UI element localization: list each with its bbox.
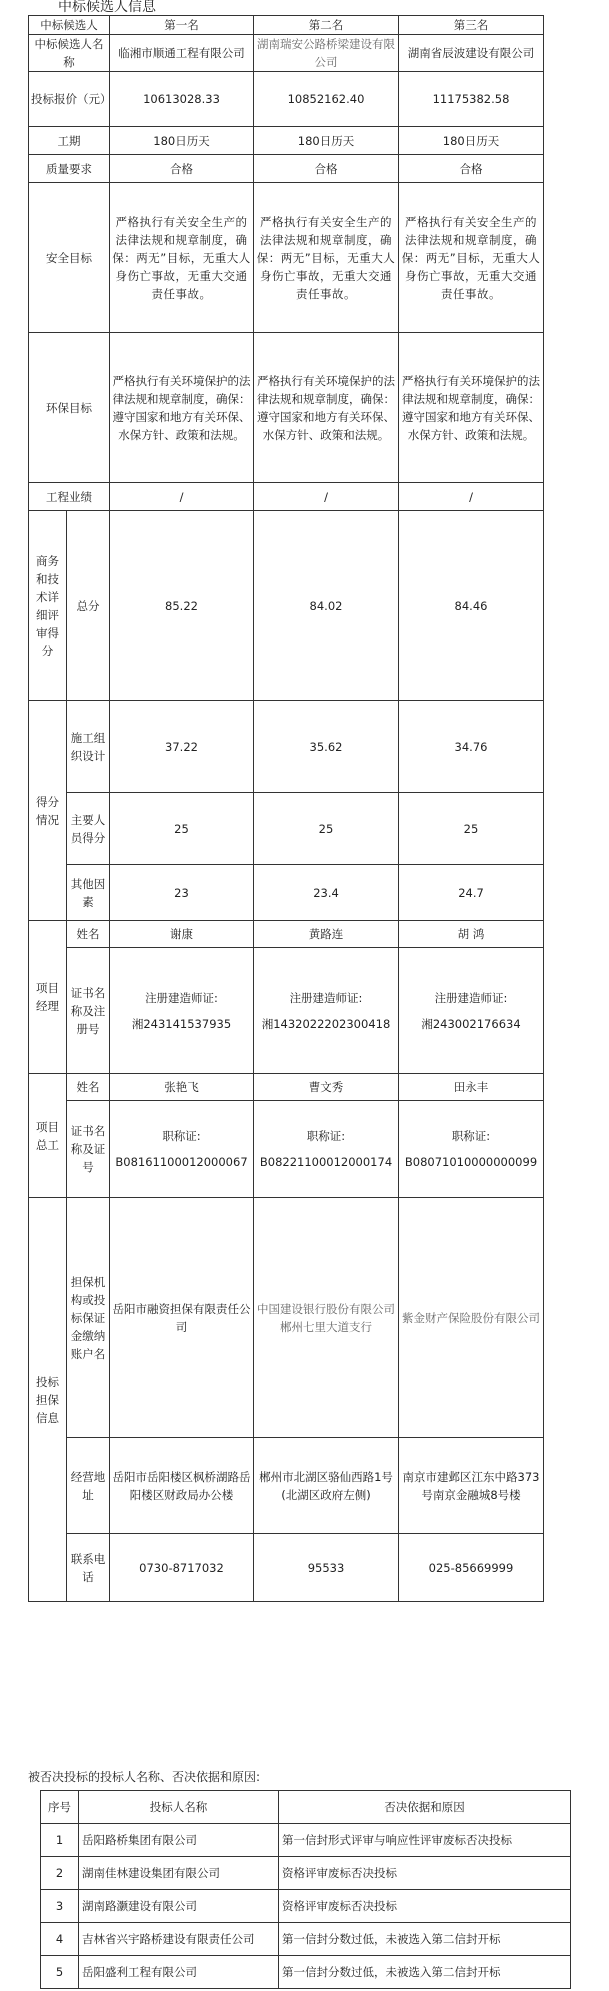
other-3: 24.7 xyxy=(399,865,544,921)
pm-cert-label: 证书名称及注册号 xyxy=(67,948,110,1074)
address-3: 南京市建邺区江东中路373号南京金融城8号楼 xyxy=(399,1438,544,1534)
rejected-title: 被否决投标的投标人名称、否决依据和原因: xyxy=(28,1770,261,1784)
address-2: 郴州市北湖区骆仙西路1号(北湖区政府左侧) xyxy=(254,1438,399,1534)
bid-price-3: 11175382.58 xyxy=(399,72,544,127)
rej-name: 岳阳路桥集团有限公司 xyxy=(79,1824,279,1857)
chief-cert-title: 职称证: xyxy=(306,1129,346,1143)
candidate-name-3: 湖南省辰波建设有限公司 xyxy=(399,35,544,72)
chief-name-label: 姓名 xyxy=(67,1074,110,1101)
total-1: 85.22 xyxy=(110,511,254,701)
duration-label: 工期 xyxy=(29,127,110,155)
phone-3: 025-85669999 xyxy=(399,1534,544,1602)
pm-label: 项目经理 xyxy=(29,921,67,1074)
rej-name: 湖南路灏建设有限公司 xyxy=(79,1890,279,1923)
key-staff-label: 主要人员得分 xyxy=(67,793,110,865)
performance-2: / xyxy=(254,483,399,511)
guarantee-org-3: 紫金财产保险股份有限公司 xyxy=(399,1198,544,1438)
performance-1: / xyxy=(110,483,254,511)
pm-cert-title: 注册建造师证: xyxy=(434,990,508,1005)
rej-header-reason: 否决依据和原因 xyxy=(279,1791,571,1824)
address-1: 岳阳市岳阳楼区枫桥湖路岳阳楼区财政局办公楼 xyxy=(110,1438,254,1534)
table-row xyxy=(41,1923,571,1956)
chief-cert-no: B08161100012000067 xyxy=(115,1155,248,1169)
pm-cert-title: 注册建造师证: xyxy=(289,990,363,1005)
rej-header-name: 投标人名称 xyxy=(79,1791,279,1824)
chief-name-3: 田永丰 xyxy=(399,1074,544,1101)
table-row xyxy=(41,1956,571,1989)
guarantee-org-2: 中国建设银行股份有限公司郴州七里大道支行 xyxy=(254,1198,399,1438)
key-staff-3: 25 xyxy=(399,793,544,865)
rej-reason: 第一信封分数过低，未被选入第二信封开标 xyxy=(279,1923,571,1956)
chief-cert-3 xyxy=(399,1101,544,1198)
rej-no: 3 xyxy=(41,1890,79,1923)
header-candidate-name: 中标候选人名称 xyxy=(29,35,110,72)
phone-2: 95533 xyxy=(254,1534,399,1602)
rej-header-no: 序号 xyxy=(41,1791,79,1824)
table-row xyxy=(41,1824,571,1857)
safety-text-2: 严格执行有关安全生产的法律法规和规章制度，确保：两无”目标，无重大人身伤亡事故，无重大交通责任事故。 xyxy=(254,183,399,333)
guarantee-org-label: 担保机构或投标保证金缴纳账户名 xyxy=(67,1198,110,1438)
rej-name: 岳阳盛利工程有限公司 xyxy=(79,1956,279,1989)
env-label: 环保目标 xyxy=(29,333,110,483)
pm-cert-1 xyxy=(110,948,254,1074)
bid-price-label: 投标报价（元） xyxy=(29,72,110,127)
chief-cert-label: 证书名称及证号 xyxy=(67,1101,110,1198)
quality-3: 合格 xyxy=(399,155,544,183)
key-staff-1: 25 xyxy=(110,793,254,865)
duration-3: 180日历天 xyxy=(399,127,544,155)
rank-3: 第三名 xyxy=(399,16,544,35)
rej-reason: 资格评审废标否决投标 xyxy=(279,1890,571,1923)
safety-text-1: 严格执行有关安全生产的法律法规和规章制度，确保：两无”目标，无重大人身伤亡事故，无重大交通责任事故。 xyxy=(110,183,254,333)
rej-no: 4 xyxy=(41,1923,79,1956)
total-3: 84.46 xyxy=(399,511,544,701)
chief-cert-no: B08071010000000099 xyxy=(404,1155,538,1169)
rej-name: 吉林省兴宇路桥建设有限责任公司 xyxy=(79,1923,279,1956)
performance-label: 工程业绩 xyxy=(29,483,110,511)
org-design-3: 34.76 xyxy=(399,701,544,793)
duration-2: 180日历天 xyxy=(254,127,399,155)
rejected-table xyxy=(40,1790,571,1989)
pm-cert-3 xyxy=(399,948,544,1074)
pm-cert-no: 湘243141537935 xyxy=(131,1016,232,1031)
rank-1: 第一名 xyxy=(110,16,254,35)
chief-name-1: 张艳飞 xyxy=(110,1074,254,1101)
other-1: 23 xyxy=(110,865,254,921)
chief-cert-2 xyxy=(254,1101,399,1198)
candidate-name-1: 临湘市顺通工程有限公司 xyxy=(110,35,254,72)
chief-label: 项目总工 xyxy=(29,1074,67,1198)
pm-cert-no: 湘1432022202300418 xyxy=(261,1016,391,1031)
chief-cert-no: B08221100012000174 xyxy=(259,1155,393,1169)
header-candidate: 中标候选人 xyxy=(29,16,110,35)
env-text-3: 严格执行有关环境保护的法律法规和规章制度，确保：遵守国家和地方有关环保、水保方针、政策和法规。 xyxy=(399,333,544,483)
chief-cert-title: 职称证: xyxy=(451,1129,491,1143)
safety-label: 安全目标 xyxy=(29,183,110,333)
candidate-name-2: 湖南瑞安公路桥梁建设有限公司 xyxy=(254,35,399,72)
chief-name-2: 曹文秀 xyxy=(254,1074,399,1101)
rej-no: 1 xyxy=(41,1824,79,1857)
pm-name-3: 胡 鸿 xyxy=(399,921,544,948)
pm-cert-no: 湘243002176634 xyxy=(421,1016,521,1031)
pm-name-label: 姓名 xyxy=(67,921,110,948)
rej-name: 湖南佳林建设集团有限公司 xyxy=(79,1857,279,1890)
env-text-2: 严格执行有关环境保护的法律法规和规章制度，确保：遵守国家和地方有关环保、水保方针、政策和法规。 xyxy=(254,333,399,483)
duration-1: 180日历天 xyxy=(110,127,254,155)
org-design-2: 35.62 xyxy=(254,701,399,793)
total-label: 总分 xyxy=(67,511,110,701)
bid-price-1: 10613028.33 xyxy=(110,72,254,127)
total-2: 84.02 xyxy=(254,511,399,701)
guarantee-label: 投标担保信息 xyxy=(29,1198,67,1602)
rej-reason: 资格评审废标否决投标 xyxy=(279,1857,571,1890)
performance-3: / xyxy=(399,483,544,511)
bid-price-2: 10852162.40 xyxy=(254,72,399,127)
rej-no: 2 xyxy=(41,1857,79,1890)
table-row xyxy=(41,1890,571,1923)
rank-2: 第二名 xyxy=(254,16,399,35)
other-2: 23.4 xyxy=(254,865,399,921)
pm-cert-title: 注册建造师证: xyxy=(145,990,218,1005)
other-label: 其他因素 xyxy=(67,865,110,921)
pm-name-1: 谢康 xyxy=(110,921,254,948)
quality-2: 合格 xyxy=(254,155,399,183)
chief-cert-1 xyxy=(110,1101,254,1198)
phone-1: 0730-8717032 xyxy=(110,1534,254,1602)
safety-text-3: 严格执行有关安全生产的法律法规和规章制度，确保：两无”目标，无重大人身伤亡事故，无重大交通责任事故。 xyxy=(399,183,544,333)
address-label: 经营地址 xyxy=(67,1438,110,1534)
pm-cert-2 xyxy=(254,948,399,1074)
key-staff-2: 25 xyxy=(254,793,399,865)
score-detail-label: 得分情况 xyxy=(29,701,67,921)
rej-no: 5 xyxy=(41,1956,79,1989)
table-row xyxy=(41,1857,571,1890)
rej-reason: 第一信封形式评审与响应性评审废标否决投标 xyxy=(279,1824,571,1857)
guarantee-org-1: 岳阳市融资担保有限责任公司 xyxy=(110,1198,254,1438)
score-group-label: 商务和技术详细评审得分 xyxy=(29,511,67,701)
phone-label: 联系电话 xyxy=(67,1534,110,1602)
quality-1: 合格 xyxy=(110,155,254,183)
org-design-1: 37.22 xyxy=(110,701,254,793)
org-design-label: 施工组织设计 xyxy=(67,701,110,793)
quality-label: 质量要求 xyxy=(29,155,110,183)
caption: 中标候选人信息 xyxy=(58,0,156,15)
env-text-1: 严格执行有关环境保护的法律法规和规章制度，确保：遵守国家和地方有关环保、水保方针、政策和法规。 xyxy=(110,333,254,483)
pm-name-2: 黄路连 xyxy=(254,921,399,948)
rej-reason: 第一信封分数过低，未被选入第二信封开标 xyxy=(279,1956,571,1989)
candidate-table xyxy=(28,15,544,1602)
chief-cert-title: 职称证: xyxy=(162,1129,201,1143)
